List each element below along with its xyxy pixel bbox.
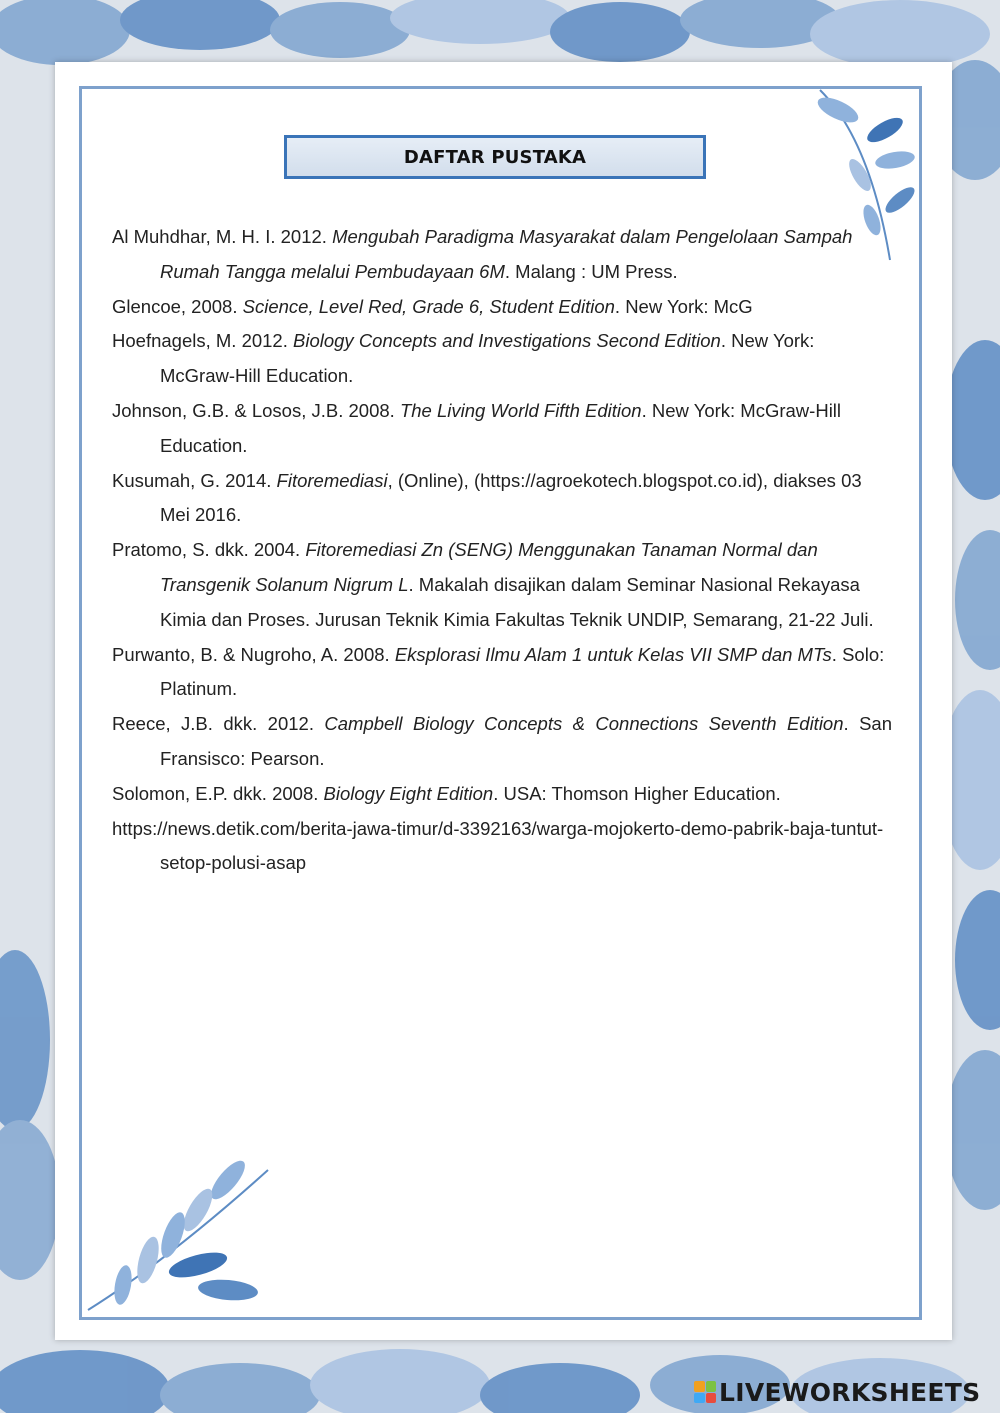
- reference-text: . Malang : UM Press.: [504, 260, 678, 282]
- reference-text: Kusumah, G. 2014.: [112, 469, 277, 491]
- reference-text: Hoefnagels, M. 2012.: [112, 330, 293, 352]
- reference-text: Solomon, E.P. dkk. 2008.: [112, 782, 324, 804]
- liveworksheets-logo-icon: [694, 1381, 716, 1403]
- reference-entry: [112, 777, 892, 812]
- reference-entry: [112, 394, 892, 464]
- reference-text: https://news.detik.com/berita-jawa-timur/d-3392163/warga-mojokerto-demo-pabrik-baja-tuntut-setop-polusi-asap: [112, 817, 884, 874]
- reference-title: Science, Level Red, Grade 6, Student Edition: [242, 295, 615, 317]
- reference-entry: [112, 464, 892, 534]
- reference-text: . New York: McG: [614, 295, 753, 317]
- reference-text: , (Online), (https://agroekotech.blogspot.co.id), diakses 03 Mei 2016.: [160, 469, 862, 526]
- reference-title: Mengubah Paradigma Masyarakat dalam Pengelolaan Sampah Rumah Tangga melalui Pembudayaan 6M: [160, 226, 853, 282]
- reference-title: Biology Concepts and Investigations Second Edition: [293, 330, 721, 352]
- reference-title: Fitoremediasi Zn (SENG) Menggunakan Tanaman Normal dan Transgenik Solanum Nigrum L: [160, 539, 818, 595]
- reference-text: Johnson, G.B. & Losos, J.B. 2008.: [112, 399, 400, 421]
- brand-watermark: [694, 1377, 980, 1407]
- reference-entry: [112, 638, 892, 708]
- reference-text: . New York: McGraw-Hill Education.: [160, 330, 815, 387]
- reference-text: . Solo: Platinum.: [160, 643, 885, 700]
- reference-title: Biology Eight Edition: [323, 782, 494, 804]
- reference-text: Pratomo, S. dkk. 2004.: [112, 539, 306, 561]
- reference-entry: [112, 324, 892, 394]
- reference-entry: [112, 533, 892, 637]
- reference-entry: [112, 220, 892, 290]
- reference-text: . New York: McGraw-Hill Education.: [160, 399, 842, 456]
- reference-text: Purwanto, B. & Nugroho, A. 2008.: [112, 643, 395, 665]
- reference-text: Reece, J.B. dkk. 2012.: [112, 713, 325, 735]
- reference-text: . Makalah disajikan dalam Seminar Nasional Rekayasa Kimia dan Proses. Jurusan Teknik Kimia Fakultas Teknik UNDIP, Semarang, 21-22 Juli.: [160, 573, 874, 630]
- reference-text: . San Fransisco: Pearson.: [160, 713, 892, 769]
- reference-title: Campbell Biology Concepts & Connections Seventh Edition: [324, 713, 844, 735]
- reference-text: . USA: Thomson Higher Education.: [493, 782, 781, 804]
- reference-title: Eksplorasi Ilmu Alam 1 untuk Kelas VII SMP dan MTs: [394, 643, 832, 665]
- reference-title: Fitoremediasi: [276, 469, 388, 491]
- leaf-sprig-icon: [78, 1140, 278, 1330]
- reference-entry: [112, 812, 892, 882]
- reference-text: Al Muhdhar, M. H. I. 2012.: [112, 226, 333, 247]
- reference-title: The Living World Fifth Edition: [399, 399, 642, 421]
- page-title: DAFTAR PUSTAKA: [403, 146, 587, 168]
- reference-text: Glencoe, 2008.: [112, 295, 243, 317]
- title-box: [284, 135, 706, 179]
- reference-list: [112, 220, 892, 881]
- brand-text: LIVEWORKSHEETS: [719, 1377, 981, 1407]
- reference-entry: [112, 290, 892, 325]
- reference-entry: [112, 707, 892, 777]
